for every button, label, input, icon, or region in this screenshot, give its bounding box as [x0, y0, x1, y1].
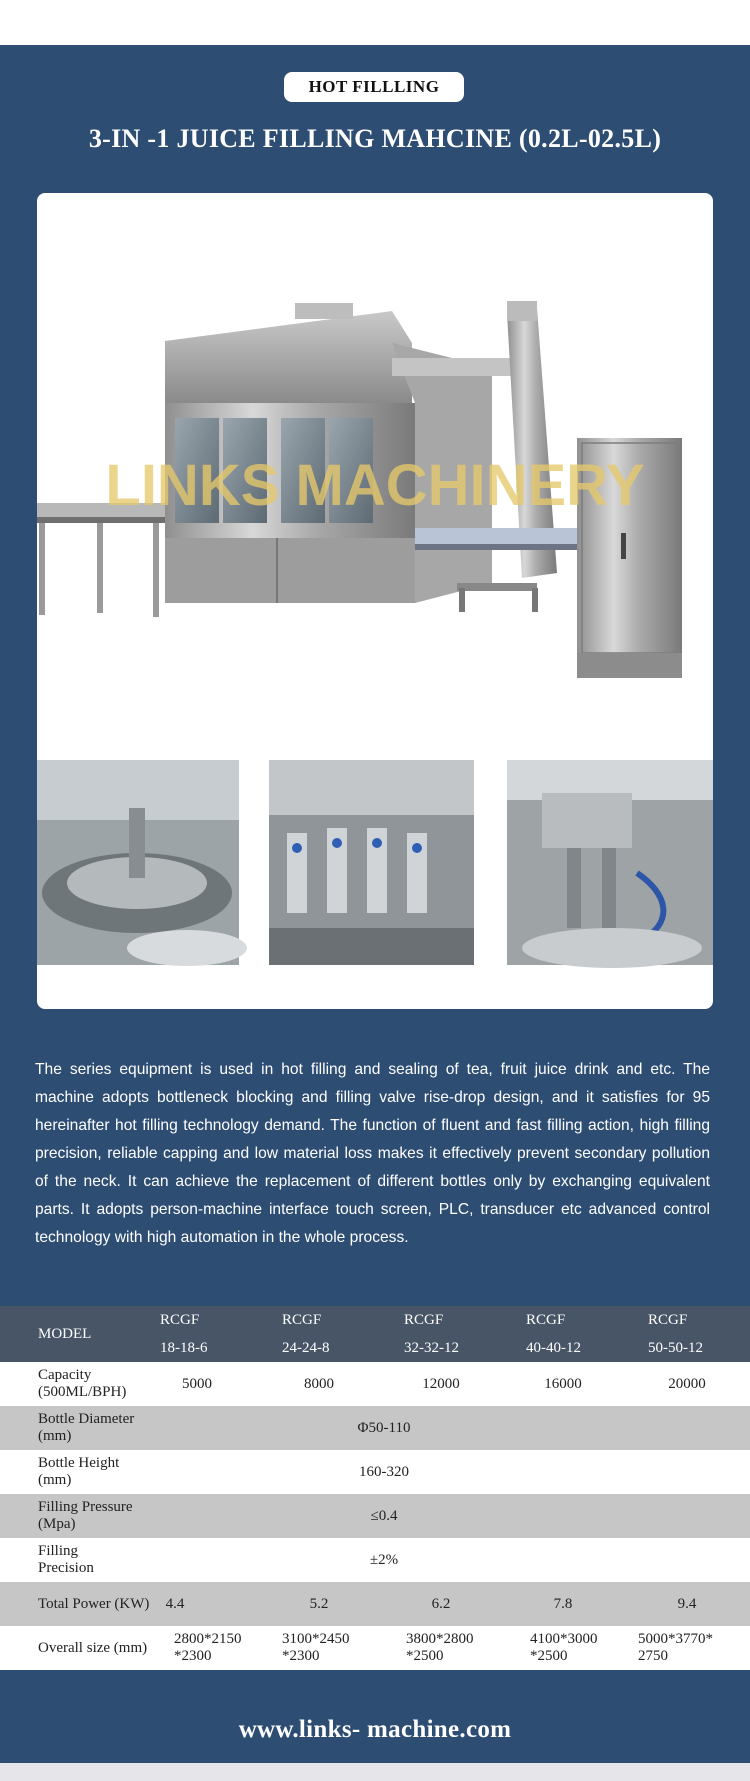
table-cell: 2800*2150 *2300	[136, 1626, 258, 1670]
model-header-2: RCGF 24-24-8	[258, 1306, 380, 1362]
table-cell: ≤0.4	[136, 1494, 750, 1538]
table-cell: 5000	[136, 1362, 258, 1406]
table-cell: 16000	[502, 1362, 624, 1406]
model-header-3: RCGF 32-32-12	[380, 1306, 502, 1362]
detail-photo-1	[37, 760, 247, 966]
watermark-text: LINKS MACHINERY	[105, 453, 645, 518]
table-row-capacity	[0, 1362, 750, 1406]
product-description: The series equipment is used in hot filling and sealing of tea, fruit juice drink and etc. The machine adopts bottleneck blocking and filling valve rise-drop design, and it satisfies for 95 hereinafter hot filling technology demand. The function of fluent and fast filling action, high filling precision, reliable capping and low material loss makes it effectively prevent secondary pollution of the neck. It can achieve the replacement of different bottles only by exchanging equivalent parts. It adopts person-machine interface touch screen, PLC, transducer etc advanced control technology with high automation in the whole process.	[35, 1061, 710, 1246]
table-cell: 4100*3000 *2500	[502, 1626, 624, 1670]
table-cell: 3100*2450 *2300	[258, 1626, 380, 1670]
page-title: 3-IN -1 JUICE FILLING MAHCINE (0.2L-02.5L)	[88, 124, 662, 153]
spec-table	[0, 1306, 750, 1670]
table-cell: 20000	[624, 1362, 750, 1406]
filling-precision-label: Filling Precision	[0, 1538, 136, 1582]
table-cell: 4.4	[136, 1582, 258, 1626]
table-cell: 9.4	[624, 1582, 750, 1626]
bottle-height-label: Bottle Height (mm)	[0, 1450, 136, 1494]
table-row-total-power	[0, 1582, 750, 1626]
overall-size-label: Overall size (mm)	[0, 1626, 136, 1670]
main-machine-photo	[37, 301, 682, 678]
category-badge: HOT FILLLING	[284, 72, 464, 102]
model-header-4: RCGF 40-40-12	[502, 1306, 624, 1362]
product-image-card	[37, 193, 713, 1009]
capacity-label: Capacity (500ML/BPH)	[0, 1362, 136, 1406]
machine-photo-composite	[37, 193, 713, 1009]
table-cell: ±2%	[136, 1538, 750, 1582]
bottle-diameter-label: Bottle Diameter (mm)	[0, 1406, 136, 1450]
table-row-bottle-diameter	[0, 1406, 750, 1450]
bottom-strip	[0, 1763, 750, 1781]
table-row-filling-pressure	[0, 1494, 750, 1538]
table-cell: 5.2	[258, 1582, 380, 1626]
filling-pressure-label: Filling Pressure (Mpa)	[0, 1494, 136, 1538]
table-row-bottle-height	[0, 1450, 750, 1494]
detail-photo-2	[269, 760, 474, 965]
table-cell: 5000*3770* 2750	[624, 1626, 750, 1670]
detail-photo-3	[507, 760, 713, 968]
table-cell: 6.2	[380, 1582, 502, 1626]
model-header-1: RCGF 18-18-6	[136, 1306, 258, 1362]
model-header-5: RCGF 50-50-12	[624, 1306, 750, 1362]
table-header-row	[0, 1306, 750, 1362]
table-cell: 12000	[380, 1362, 502, 1406]
table-cell: Φ50-110	[136, 1406, 750, 1450]
table-cell: 8000	[258, 1362, 380, 1406]
website-url: www.links- machine.com	[238, 1716, 512, 1743]
table-row-overall-size	[0, 1626, 750, 1670]
total-power-label: Total Power (KW)	[0, 1582, 136, 1626]
table-cell: 160-320	[136, 1450, 750, 1494]
top-strip	[0, 0, 750, 45]
table-cell: 7.8	[502, 1582, 624, 1626]
table-row-filling-precision	[0, 1538, 750, 1582]
model-label: MODEL	[0, 1306, 136, 1362]
table-cell: 3800*2800 *2500	[380, 1626, 502, 1670]
